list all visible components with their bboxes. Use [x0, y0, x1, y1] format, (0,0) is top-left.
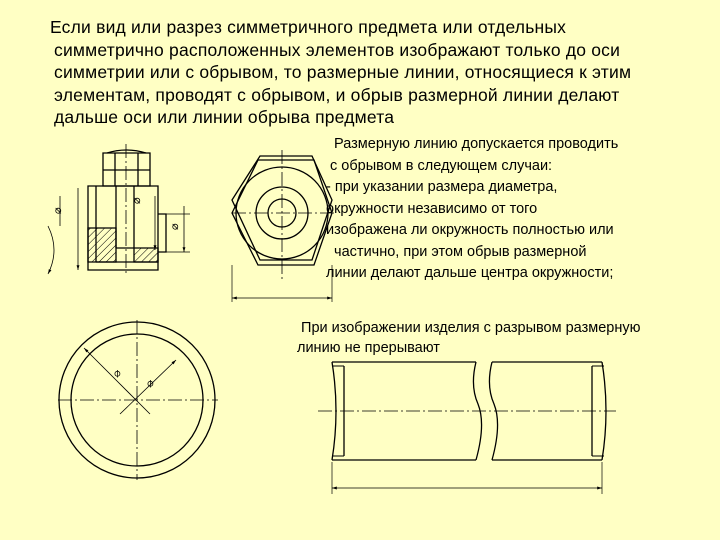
note-line: окружности независимо от того [326, 200, 538, 217]
note-line: частично, при этом обрыв размерной [326, 243, 587, 260]
heading-line: симметрии или с обрывом, то размерные линии, относящиеся к этим [54, 62, 632, 82]
diameter-label: ⌀ [131, 197, 143, 204]
heading-line: элементам, проводят с обрывом, и обрыв размерной линии делают [54, 84, 620, 105]
diameter-label: ⌀ [169, 223, 181, 230]
note-line: Размерную линию допускается проводить [326, 136, 619, 152]
heading-line: Если вид или разрез симметричного предмета или отдельных [50, 17, 567, 37]
ring-diameter-drawing [58, 320, 218, 480]
heading-line: симметрично расположенных элементов изображают только до оси [54, 39, 621, 60]
diameter-label: ⌀ [110, 366, 124, 381]
fitting-half-section-drawing [48, 144, 190, 276]
note-line: - при указании размера диаметра, [326, 179, 558, 195]
diameter-label: ⌀ [143, 376, 157, 391]
note-line: линию не прерывают [297, 340, 440, 356]
heading-line: дальше оси или линии обрыва предмета [54, 107, 395, 127]
broken-shaft-drawing [318, 362, 616, 494]
note-line: изображена ли окружность полностью или [326, 222, 614, 238]
diameter-label: ⌀ [52, 207, 64, 214]
hex-nut-view-drawing [232, 150, 336, 302]
note-line: линии делают дальше центра окружности; [326, 265, 614, 281]
note-line: с обрывом в следующем случаи: [326, 157, 553, 174]
note-line: При изображении изделия с разрывом размерную [297, 320, 641, 336]
